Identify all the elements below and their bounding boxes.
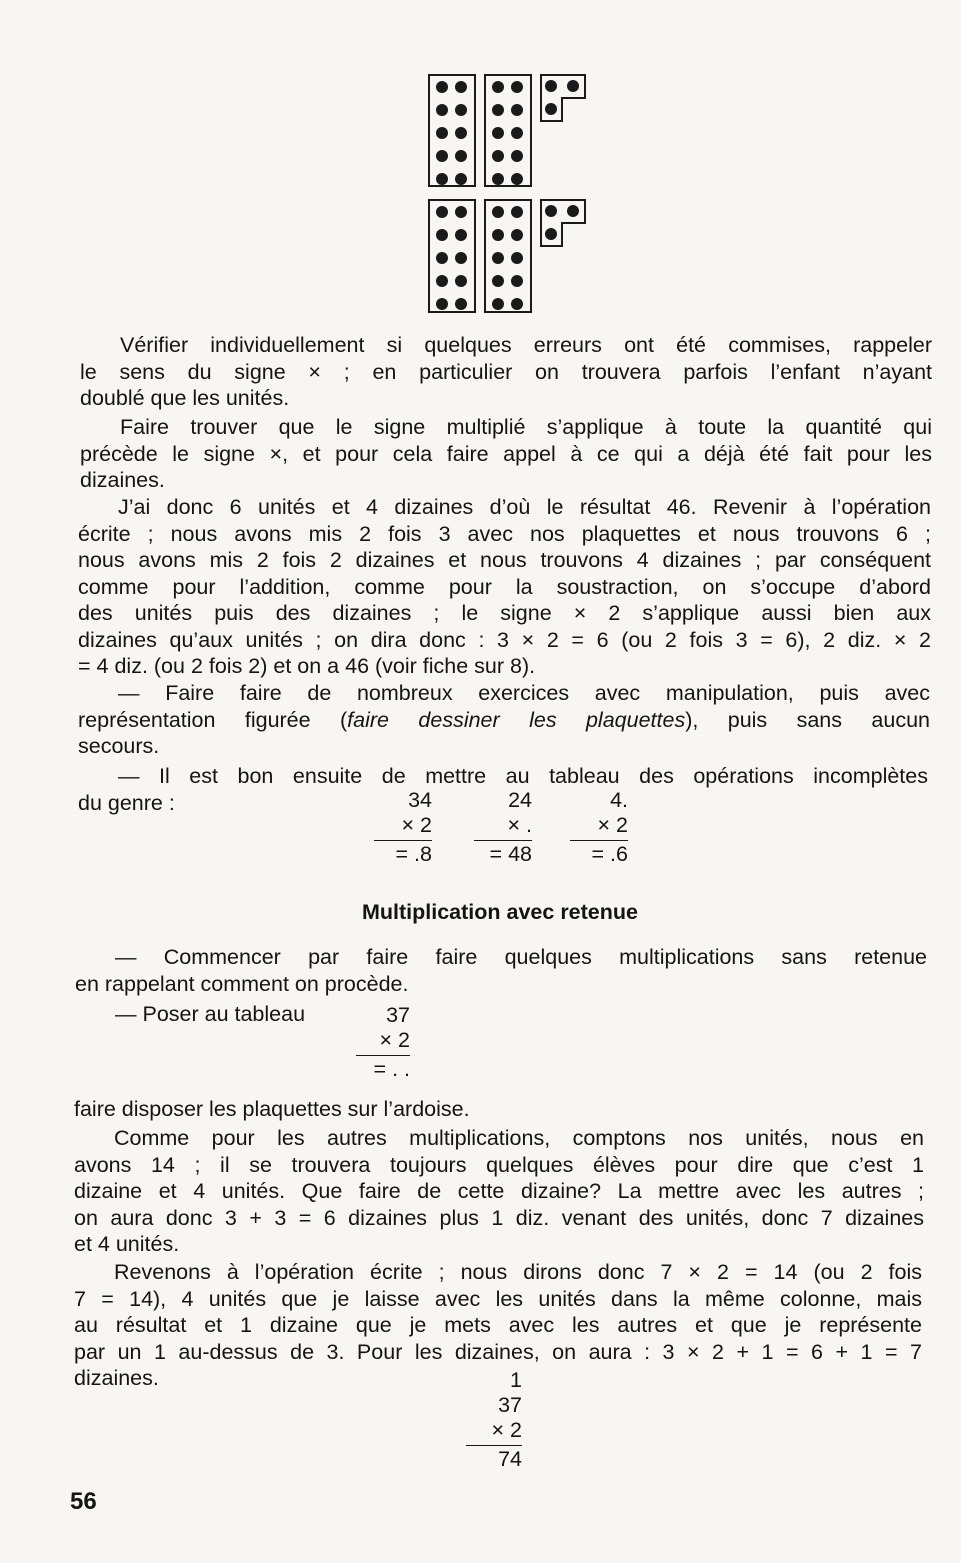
text-line: — Il est bon ensuite de mettre au tableau des opérations incomplètes	[118, 764, 928, 788]
operation-34x2: 34 × 2 = .8	[374, 788, 432, 867]
plaquette-ten-1	[428, 74, 476, 187]
operation-37x2-carry: 1 37 × 2 74	[466, 1368, 522, 1472]
text-line: — Faire faire de nombreux exercices avec manipulation, puis avec	[118, 681, 930, 705]
paragraph-verifier	[80, 332, 932, 412]
text-line: on aura donc 3 + 3 = 6 dizaines plus 1 diz. venant des unités, donc 7 dizaines	[74, 1205, 924, 1230]
plaquette-three-1	[540, 74, 588, 124]
text-line: par un 1 au-dessus de 3. Pour les dizaines, on aura : 3 × 2 + 1 = 6 + 1 = 7	[74, 1339, 922, 1364]
operation-4x2: 4. × 2 = .6	[570, 788, 628, 867]
plaquette-ten-2	[484, 74, 532, 187]
text-line: du genre :	[78, 790, 175, 815]
plaquette-three-2	[540, 199, 588, 249]
paragraph-commencer	[75, 944, 927, 997]
text-line: secours.	[78, 734, 160, 758]
text-line: représentation figurée (faire dessiner les plaquettes), puis sans aucun	[78, 707, 930, 732]
text-line: comme pour l’addition, comme pour la soustraction, on s’occupe d’abord	[78, 574, 931, 599]
text-line: des unités puis des dizaines ; le signe × 2 s’applique aussi bien aux	[78, 601, 931, 625]
paragraph-exercices	[78, 680, 930, 760]
text-line: — Poser au tableau	[115, 1002, 306, 1026]
text-line: dizaines.	[74, 1366, 159, 1390]
paragraph-disposer	[74, 1096, 674, 1123]
text-line: Comme pour les autres multiplications, comptons nos unités, nous en	[114, 1126, 924, 1150]
paragraph-jai-donc	[78, 494, 931, 680]
page-number: 56	[70, 1488, 97, 1515]
paragraph-faire-trouver	[80, 414, 932, 494]
text-line: nous avons mis 2 fois 2 dizaines et nous trouvons 4 dizaines ; par conséquent	[78, 548, 931, 572]
text-line: avons 14 ; il se trouvera toujours quelques élèves pour dire que c’est 1	[74, 1152, 924, 1177]
section-heading: Multiplication avec retenue	[362, 900, 638, 924]
plaquette-ten-3	[428, 199, 476, 313]
operation-37x2-blank: 37 × 2 = . .	[356, 1003, 410, 1082]
text-line: doublé que les unités.	[80, 386, 290, 410]
text-line: J’ai donc 6 unités et 4 dizaines d’où le résultat 46. Revenir à l’opération	[118, 495, 931, 519]
text-line: et 4 unités.	[74, 1232, 180, 1256]
text-line: — Commencer par faire faire quelques multiplications sans retenue	[115, 945, 927, 969]
text-line: Vérifier individuellement si quelques erreurs ont été commises, rappeler	[120, 333, 932, 357]
text-line: précède le signe ×, et pour cela faire appel à ce qui a déjà été fait pour les	[80, 441, 932, 466]
text-line: 7 = 14), 4 unités que je laisse avec les unités dans la même colonne, mais	[74, 1286, 922, 1311]
plaquette-ten-4	[484, 199, 532, 313]
text-line: faire disposer les plaquettes sur l’ardoise.	[74, 1097, 470, 1121]
text-line: dizaines.	[80, 468, 165, 492]
text-line: Faire trouver que le signe multiplié s’applique à toute la quantité qui	[120, 415, 932, 439]
text-line: dizaine et 4 unités. Que faire de cette dizaine? La mettre avec les autres ;	[74, 1179, 924, 1203]
text-line: écrite ; nous avons mis 2 fois 3 avec nos plaquettes et nous trouvons 6 ;	[78, 521, 931, 546]
paragraph-comme-pour	[74, 1125, 924, 1258]
operation-24x: 24 × . = 48	[474, 788, 532, 867]
text-line: Revenons à l’opération écrite ; nous dirons donc 7 × 2 = 14 (ou 2 fois	[114, 1260, 922, 1284]
text-line: dizaines qu’aux unités ; on dira donc : 3 × 2 = 6 (ou 2 fois 3 = 6), 2 diz. × 2	[78, 627, 931, 652]
text-line: le sens du signe × ; en particulier on trouvera parfois l’enfant n’ayant	[80, 359, 932, 384]
text-line: au résultat et 1 dizaine que je mets avec les autres et que je représente	[74, 1313, 922, 1337]
text-line: en rappelant comment on procède.	[75, 971, 409, 996]
italic-text: faire dessiner les plaquettes	[347, 707, 686, 732]
text-line: = 4 diz. (ou 2 fois 2) et on a 46 (voir fiche sur 8).	[78, 654, 536, 678]
